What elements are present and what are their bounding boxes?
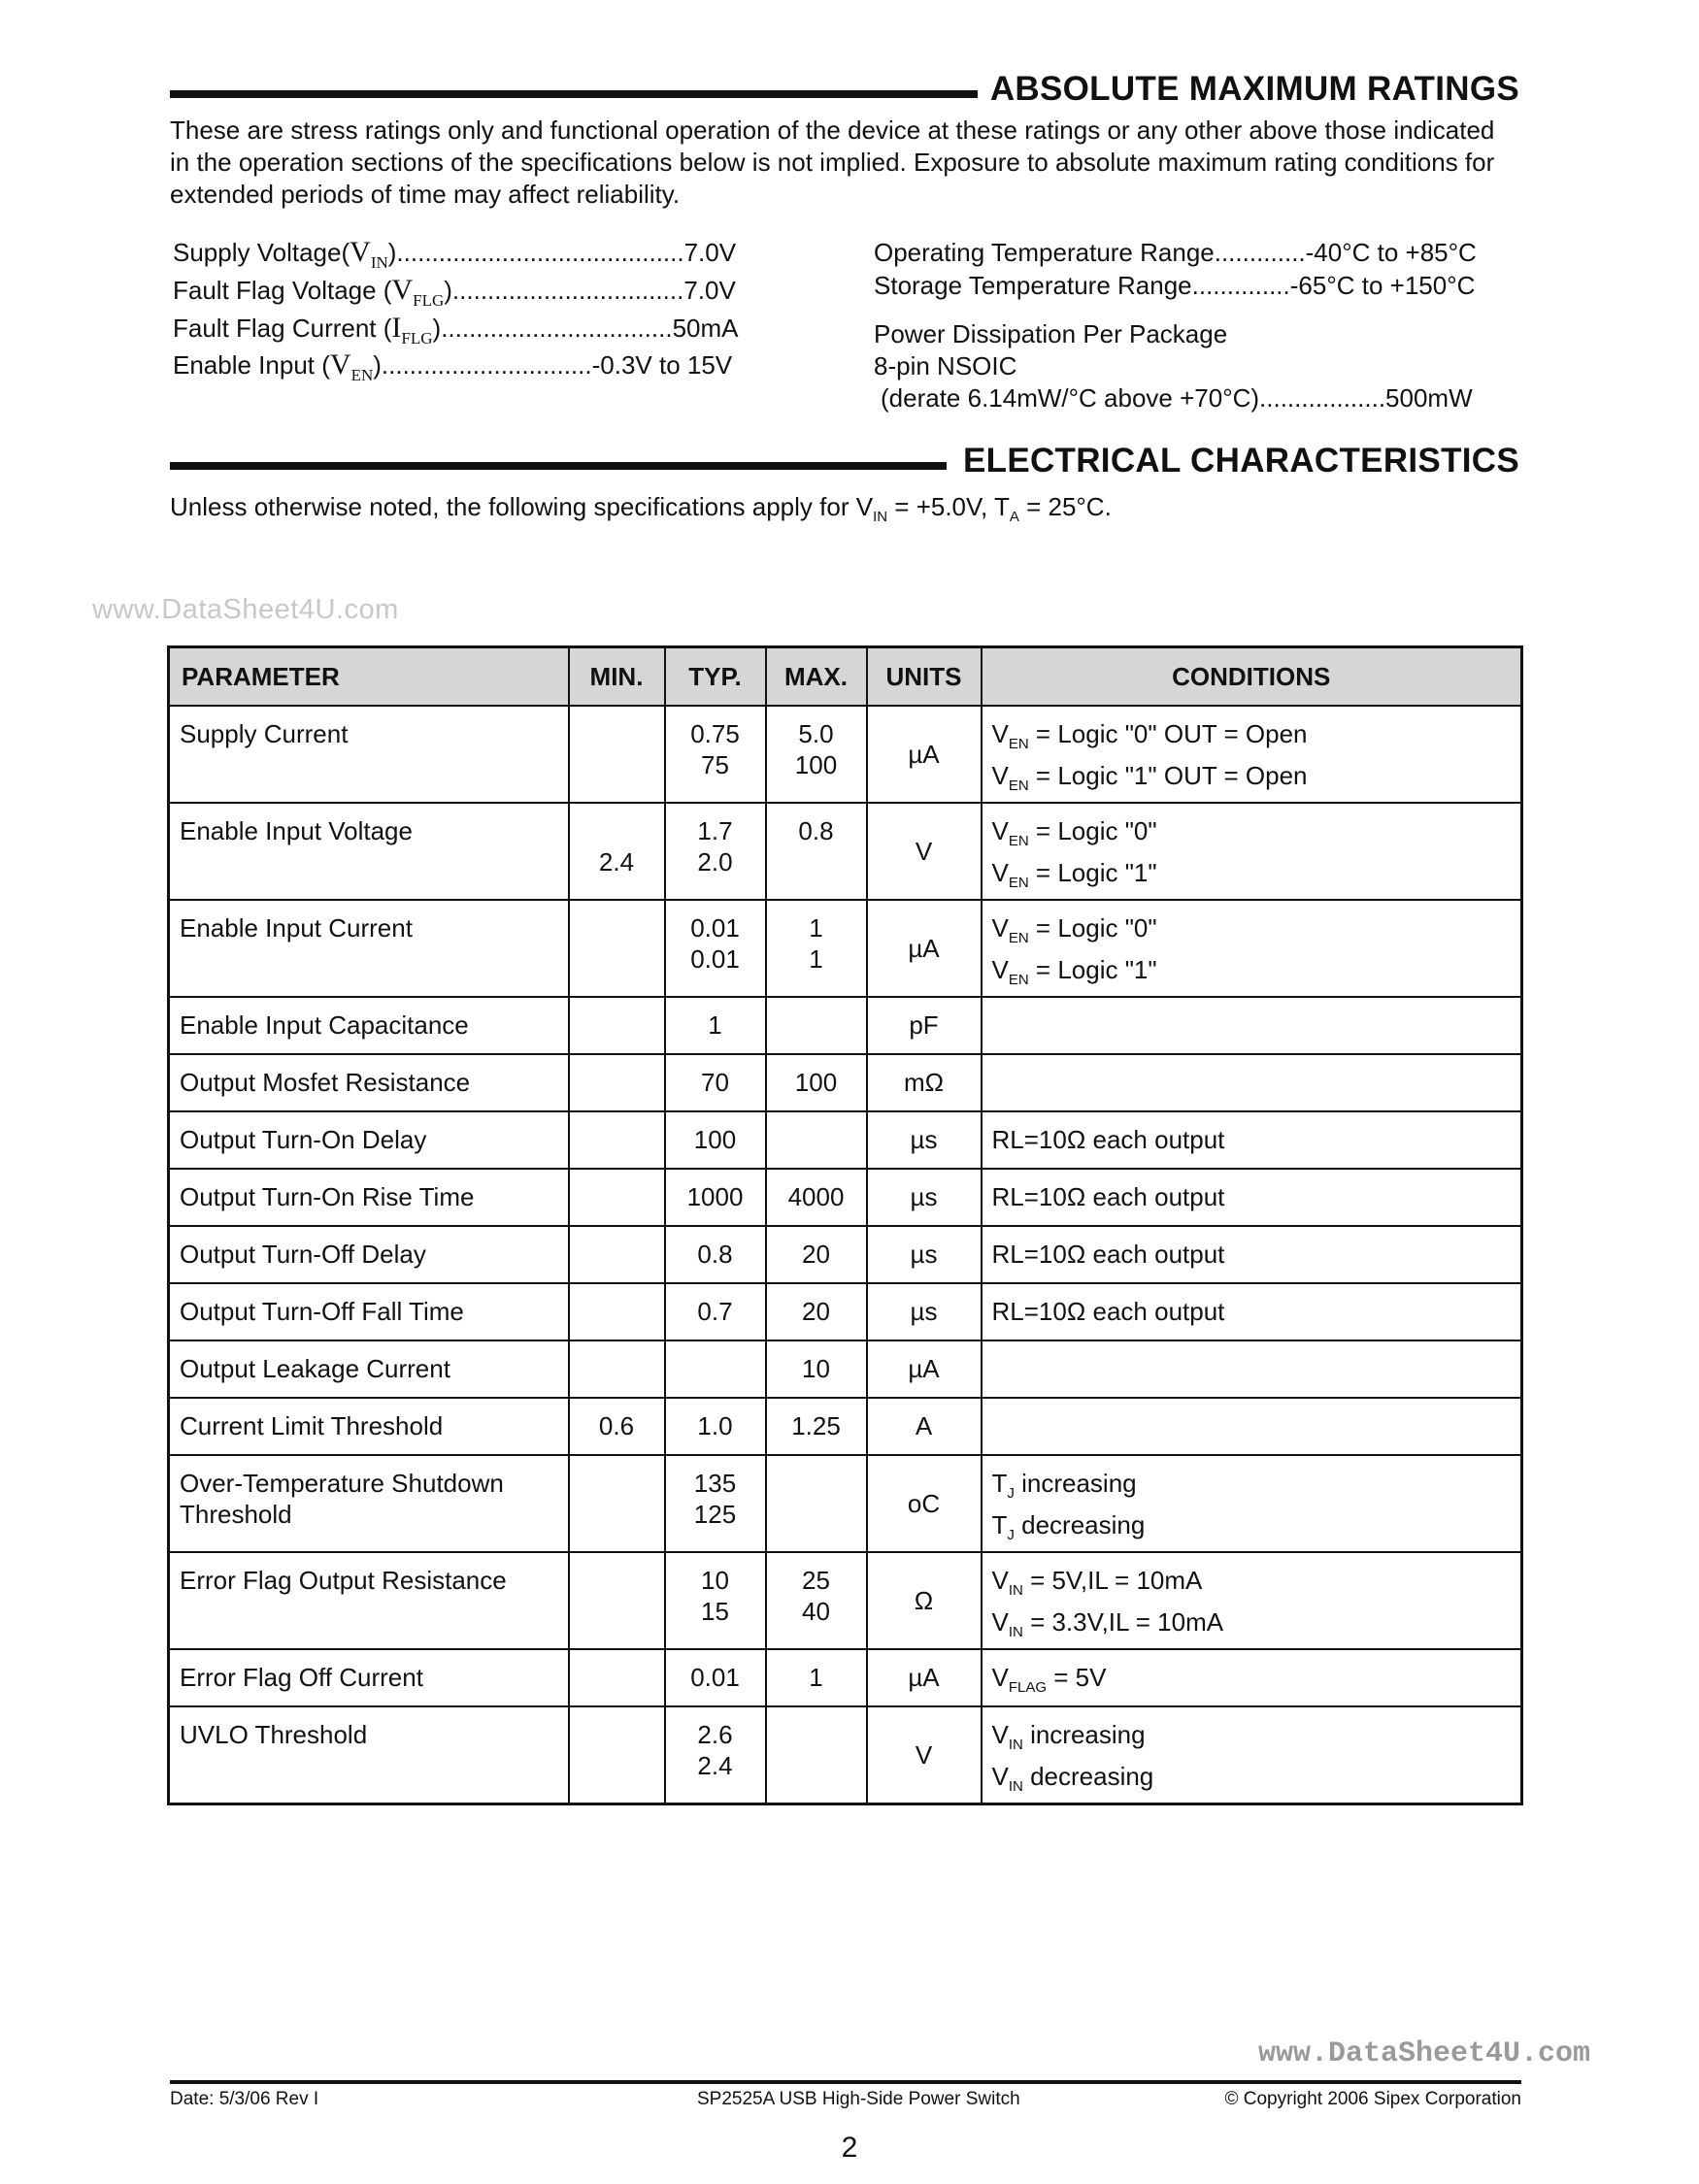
table-row: [169, 1283, 1522, 1340]
cell-typ: 0.01 0.01: [690, 913, 740, 974]
cell-min: [580, 901, 654, 912]
table-row: [169, 803, 1522, 900]
watermark-bottom: www.DataSheet4U.com: [1257, 2037, 1590, 2070]
table-row: [169, 1398, 1522, 1455]
table-row: [169, 1054, 1522, 1111]
cell-param: Enable Input Capacitance: [180, 1010, 469, 1040]
cell-typ: 70: [701, 1068, 729, 1097]
package-label: 8-pin NSOIC: [874, 351, 1017, 381]
table-row: [169, 1226, 1522, 1283]
cell-min: [580, 1055, 654, 1067]
cell-units: pF: [867, 997, 982, 1054]
cell-typ: 0.75 75: [690, 719, 740, 779]
cell-param: Current Limit Threshold: [180, 1411, 444, 1440]
cell-units: µA: [867, 1649, 982, 1706]
cell-units: Ω: [867, 1552, 982, 1649]
cell-units: µA: [867, 900, 982, 997]
section-rule: [170, 462, 947, 470]
cell-conditions: [992, 1055, 1512, 1067]
cell-conditions: [992, 1112, 1512, 1166]
cell-max: [777, 998, 856, 1009]
abs-max-rating-item: Fault Flag Current $(I_{FLG}).................................50mA$: [173, 312, 739, 347]
section-title: ABSOLUTE MAXIMUM RATINGS: [989, 70, 1519, 108]
cell-typ: 100: [693, 1125, 737, 1154]
header-max: MAX.: [766, 647, 867, 707]
cell-conditions: [992, 707, 1512, 802]
cell-param: Enable Input Current: [180, 913, 413, 943]
cell-conditions: [992, 1170, 1512, 1223]
cell-typ: 1.7 2.0: [697, 816, 733, 877]
cell-param: Over-Temperature Shutdown Threshold: [180, 1469, 504, 1529]
condition-line: $V_{IN}$ increasing: [991, 1720, 1146, 1753]
condition-line: $T_J$ decreasing: [991, 1510, 1146, 1543]
cell-typ: 0.01: [690, 1663, 740, 1692]
electrical-header: [170, 442, 1519, 490]
table-row: [169, 706, 1522, 803]
condition-line: $V_{IN} = 5V,IL = 10mA$: [991, 1566, 1203, 1599]
cell-conditions: [992, 998, 1512, 1009]
condition-line: $V_{EN}$ = Logic "0": [991, 816, 1157, 849]
cell-param: Error Flag Off Current: [180, 1663, 423, 1692]
cell-typ: [676, 1341, 755, 1353]
derate-rating: (derate 6.14mW/°C above +70°C)..................500mW: [881, 383, 1473, 413]
cell-param: Output Turn-Off Delay: [180, 1240, 426, 1269]
cell-min: [580, 1112, 654, 1124]
cell-units: oC: [867, 1455, 982, 1552]
footer-rule: [170, 2080, 1521, 2084]
cell-conditions: [992, 1284, 1512, 1338]
cell-typ: 1000: [686, 1182, 744, 1211]
cell-conditions: [992, 1707, 1512, 1803]
condition-line: $V_{EN}$ = Logic "1" OUT = Open: [991, 761, 1308, 794]
table-row: [169, 900, 1522, 997]
cell-typ: 10 15: [701, 1566, 729, 1626]
cell-units: V: [867, 803, 982, 900]
cell-param: Output Turn-Off Fall Time: [180, 1297, 464, 1326]
header-units: UNITS: [867, 647, 982, 707]
cell-max: 20: [802, 1297, 830, 1326]
section-rule: [170, 90, 978, 98]
condition-line: $T_J$ increasing: [991, 1469, 1137, 1502]
condition-line: RL=10Ω each output: [991, 1182, 1225, 1211]
condition-line: $V_{IN}$ decreasing: [991, 1762, 1154, 1795]
cell-units: V: [867, 1706, 982, 1804]
cell-conditions: [992, 1456, 1512, 1551]
cell-typ: 2.6 2.4: [697, 1720, 733, 1780]
power-dissipation-label: Power Dissipation Per Package: [874, 319, 1228, 348]
cell-units: µs: [867, 1111, 982, 1169]
condition-line: $V_{EN}$ = Logic "1": [991, 858, 1157, 891]
section-title: ELECTRICAL CHARACTERISTICS: [963, 442, 1519, 480]
cell-max: 25 40: [802, 1566, 830, 1626]
cell-units: µs: [867, 1283, 982, 1340]
cell-max: 1 1: [809, 913, 823, 974]
cell-param: Enable Input Voltage: [180, 816, 413, 845]
cell-units: mΩ: [867, 1054, 982, 1111]
cell-conditions: [992, 1227, 1512, 1280]
cell-conditions: [992, 804, 1512, 899]
cell-max: 100: [794, 1068, 838, 1097]
cell-conditions: [992, 1341, 1512, 1353]
condition-line: RL=10Ω each output: [991, 1297, 1225, 1326]
abs-max-rating-item: Supply $Voltage(V_{IN}).........................................7.0V$: [173, 236, 737, 272]
cell-min: [580, 1707, 654, 1719]
footer-date: Date: 5/3/06 Rev I: [170, 2089, 319, 2109]
cell-param: Output Mosfet Resistance: [180, 1068, 471, 1097]
cell-max: 10: [802, 1354, 830, 1383]
cell-typ: 0.8: [697, 1240, 733, 1269]
condition-line: RL=10Ω each output: [991, 1125, 1225, 1154]
cell-min: [580, 1170, 654, 1181]
cell-conditions: [992, 1553, 1512, 1648]
cell-min: [580, 707, 654, 718]
cell-min: [580, 1553, 654, 1565]
abs-max-rating-item: Enable Input $(V_{EN})..............................-0.3V$ to 15V: [173, 348, 733, 384]
abs-max-rating-item: Fault Flag Voltage $(V_{FLG}).................................7.0V$: [173, 274, 736, 310]
table-row: [169, 1455, 1522, 1552]
condition-line: $V_{EN}$ = Logic "0": [991, 913, 1157, 946]
cell-min: 0.6: [598, 1411, 635, 1440]
cell-param: UVLO Threshold: [180, 1720, 368, 1749]
cell-min: [580, 998, 654, 1009]
cell-conditions: [992, 901, 1512, 996]
cell-conditions: [992, 1399, 1512, 1410]
cell-typ: 1.0: [697, 1411, 733, 1440]
watermark-top: www.DataSheet4U.com: [92, 594, 399, 625]
abs-max-intro: These are stress ratings only and functional operation of the device at these ratings or any other above those indicated in the operation sections of the specifications below is not implied. Exposure to absolute maximum rating conditions for extended periods of time may affect reliability.: [170, 116, 1495, 209]
cell-max: 5.0 100: [794, 719, 838, 779]
cell-max: 1: [809, 1663, 823, 1692]
storage-temp-rating: Storage Temperature Range..............-65°C to +150°C: [874, 271, 1476, 300]
table-row: [169, 1169, 1522, 1226]
header-parameter: PARAMETER: [169, 647, 569, 707]
header-conditions: CONDITIONS: [982, 647, 1522, 707]
cell-min: [580, 1456, 654, 1468]
cell-typ: 135 125: [693, 1469, 737, 1529]
cell-param: Error Flag Output Resistance: [180, 1566, 507, 1595]
cell-typ: 1: [708, 1010, 722, 1040]
table-row: [169, 1340, 1522, 1398]
abs-max-header: [170, 70, 1519, 118]
cell-max: [777, 1456, 856, 1468]
cell-units: µA: [867, 1340, 982, 1398]
electrical-characteristics-table: [167, 645, 1523, 1805]
table-row: [169, 997, 1522, 1054]
cell-min: [580, 1650, 654, 1662]
cell-min: [580, 1341, 654, 1353]
cell-min: 2.4: [598, 847, 635, 877]
condition-line: RL=10Ω each output: [991, 1240, 1225, 1269]
table-row: [169, 1552, 1522, 1649]
cell-param: Output Leakage Current: [180, 1354, 450, 1383]
cell-max: 0.8: [798, 816, 834, 845]
cell-units: µA: [867, 706, 982, 803]
footer-copyright: © Copyright 2006 Sipex Corporation: [1224, 2089, 1521, 2109]
electrical-intro: Unless otherwise noted, the following specifications apply for $V_{IN} = +5.0V$, $T_A = 25^\circ C$.: [170, 492, 1112, 525]
cell-max: 1.25: [791, 1411, 841, 1440]
cell-max: 20: [802, 1240, 830, 1269]
condition-line: $V_{EN}$ = Logic "1": [991, 955, 1157, 988]
cell-max: 4000: [787, 1182, 845, 1211]
header-min: MIN.: [569, 647, 665, 707]
table-row: [169, 1706, 1522, 1804]
operating-temp-rating: Operating Temperature Range.............-40°C to +85°C: [874, 238, 1477, 267]
page-number: 2: [841, 2132, 858, 2164]
cell-units: µs: [867, 1226, 982, 1283]
cell-param: Output Turn-On Rise Time: [180, 1182, 475, 1211]
header-typ: TYP.: [665, 647, 766, 707]
cell-max: [777, 1707, 856, 1719]
table-row: [169, 1649, 1522, 1706]
cell-max: [777, 1112, 856, 1124]
cell-min: [580, 1227, 654, 1239]
cell-typ: 0.7: [697, 1297, 733, 1326]
condition-line: $V_{EN}$ = Logic "0" OUT = Open: [991, 719, 1308, 752]
condition-line: $V_{FLAG} = 5V$: [991, 1663, 1107, 1696]
cell-conditions: [992, 1650, 1512, 1704]
cell-param: Supply Current: [180, 719, 349, 748]
footer-product: SP2525A USB High-Side Power Switch: [697, 2089, 1020, 2109]
cell-min: [580, 1284, 654, 1296]
table-row: [169, 1111, 1522, 1169]
cell-param: Output Turn-On Delay: [180, 1125, 427, 1154]
cell-units: A: [867, 1398, 982, 1455]
cell-units: µs: [867, 1169, 982, 1226]
condition-line: $V_{IN} = 3.3V,IL = 10mA$: [991, 1607, 1224, 1640]
table-header-row: [169, 647, 1522, 707]
